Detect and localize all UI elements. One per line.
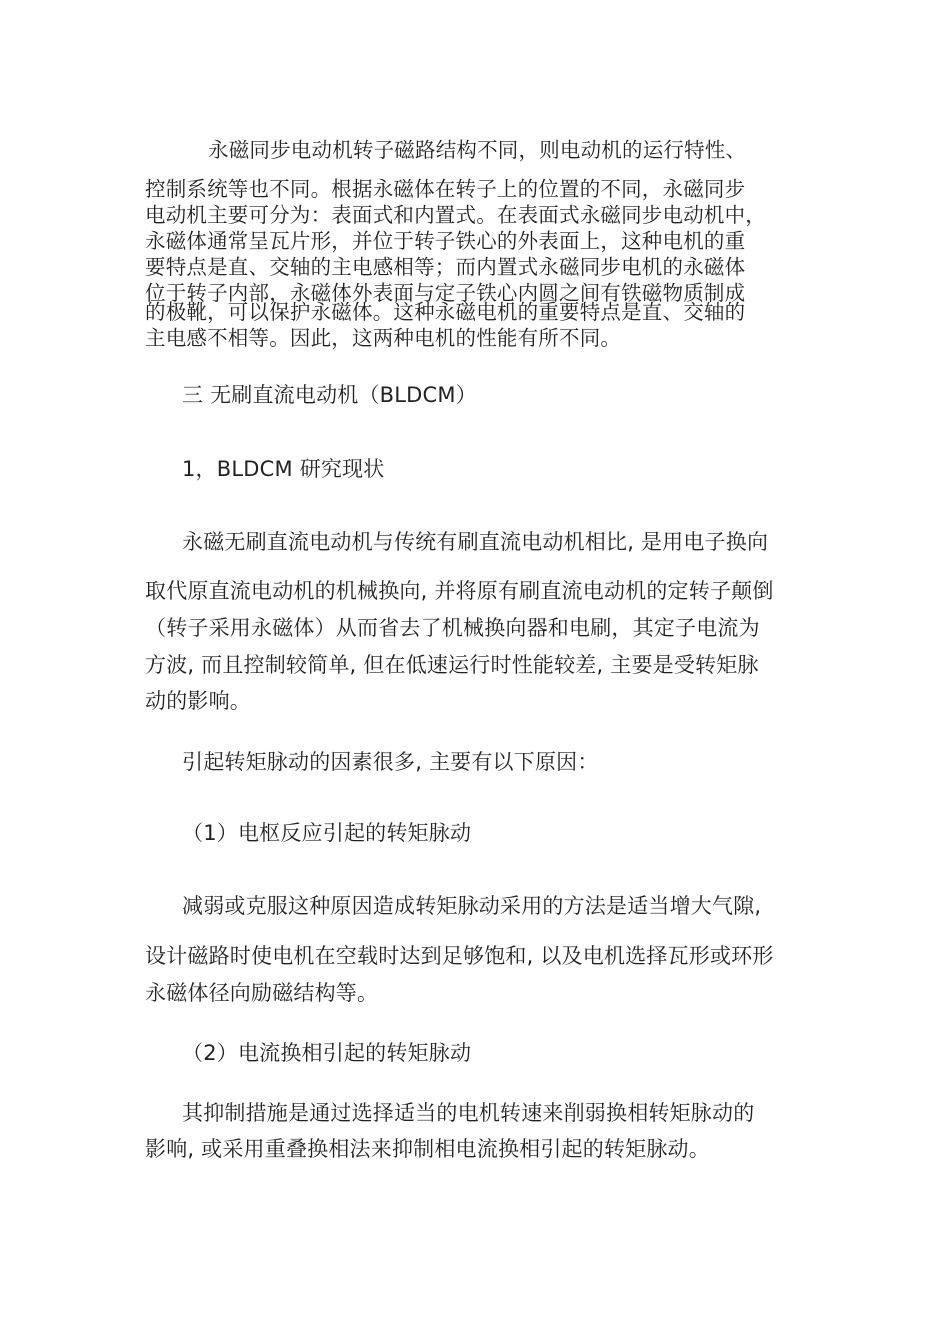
section-heading: 三 无刷直流电动机（BLDCM） (182, 383, 477, 407)
paragraph-line: 永磁体通常呈瓦片形，并位于转子铁心的外表面上，这种电机的重 (145, 229, 746, 253)
paragraph-line: 位于转子内部，永磁体外表面与定子铁心内圆之间有铁磁物质制成 (145, 281, 746, 305)
paragraph-line: 动的影响。 (145, 689, 251, 713)
list-item: （1）电枢反应引起的转矩脉动 (182, 821, 472, 845)
paragraph-line: 减弱或克服这种原因造成转矩脉动采用的方法是适当增大气隙, (182, 894, 762, 918)
paragraph-line: 方波, 而且控制较简单, 但在低速运行时性能较差, 主要是受转矩脉 (145, 653, 759, 677)
paragraph-line: 主电感不相等。因此，这两种电机的性能有所不同。 (145, 326, 622, 350)
paragraph-line: 永磁体径向励磁结构等。 (145, 981, 379, 1005)
paragraph-line: 的极靴，可以保护永磁体。这种永磁电机的重要特点是直、交轴的 (145, 300, 746, 324)
paragraph-line: 引起转矩脉动的因素很多, 主要有以下原因： (182, 750, 599, 774)
paragraph-line: 永磁同步电动机转子磁路结构不同，则电动机的运行特性、 (208, 138, 747, 162)
paragraph-line: 其抑制措施是通过选择适当的电机转速来削弱换相转矩脉动的 (182, 1101, 755, 1125)
paragraph-line: 电动机主要可分为：表面式和内置式。在表面式永磁同步电动机中， (145, 203, 766, 227)
paragraph-line: 影响, 或采用重叠换相法来抑制相电流换相引起的转矩脉动。 (145, 1137, 710, 1161)
list-item: （2）电流换相引起的转矩脉动 (182, 1041, 472, 1065)
paragraph-line: （转子采用永磁体）从而省去了机械换向器和电刷，其定子电流为 (145, 616, 760, 640)
paragraph-line: 取代原直流电动机的机械换向, 并将原有刷直流电动机的定转子颠倒 (145, 579, 774, 603)
paragraph-line: 要特点是直、交轴的主电感相等；而内置式永磁同步电机的永磁体 (145, 255, 746, 279)
paragraph-line: 永磁无刷直流电动机与传统有刷直流电动机相比, 是用电子换向 (182, 530, 769, 554)
paragraph-line: 设计磁路时使电机在空载时达到足够饱和, 以及电机选择瓦形或环形 (145, 944, 774, 968)
paragraph-line: 控制系统等也不同。根据永磁体在转子上的位置的不同，永磁同步 (145, 177, 746, 201)
subsection-heading: 1，BLDCM 研究现状 (182, 457, 385, 481)
